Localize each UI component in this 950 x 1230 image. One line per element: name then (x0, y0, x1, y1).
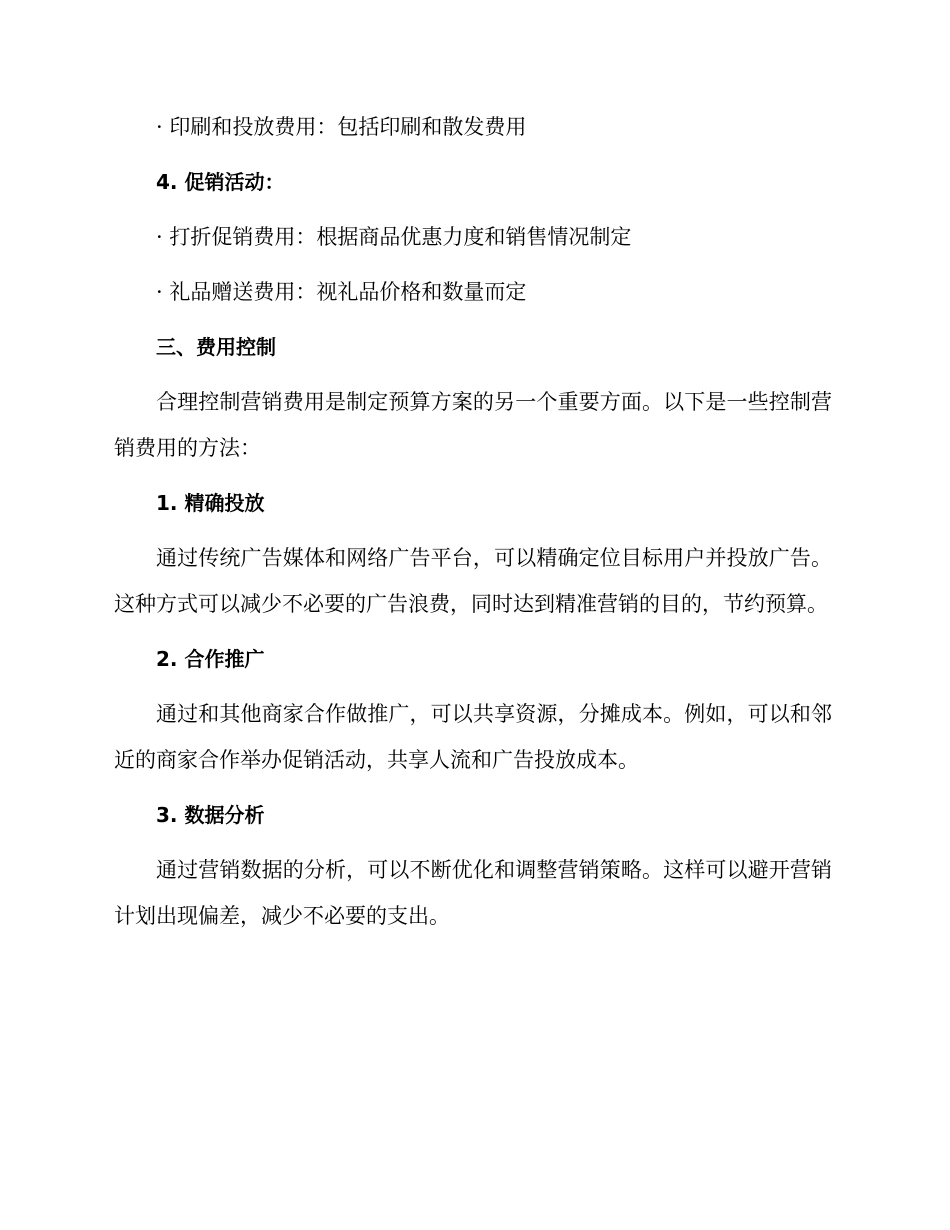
para-data-analysis: 通过营销数据的分析，可以不断优化和调整营销策略。这样可以避开营销计划出现偏差，减少不必要的支出。 (114, 858, 832, 928)
para-cost-control-intro: 合理控制营销费用是制定预算方案的另一个重要方面。以下是一些控制营销费用的方法： (114, 390, 832, 460)
para-cooperative-promotion: 通过和其他商家合作做推广，可以共享资源，分摊成本。例如，可以和邻近的商家合作举办促销活动，共享人流和广告投放成本。 (114, 702, 832, 772)
bullet-printing-distribution: · 印刷和投放费用：包括印刷和散发费用 (156, 115, 527, 139)
heading-cost-control: 三、费用控制 (156, 335, 276, 359)
heading-precise-placement: 1. 精确投放 (156, 491, 265, 515)
heading-promotion-activities: 4. 促销活动： (156, 170, 285, 194)
bullet-gift-giving: · 礼品赠送费用：视礼品价格和数量而定 (156, 280, 527, 304)
bullet-discount-promotion: · 打折促销费用：根据商品优惠力度和销售情况制定 (156, 225, 632, 249)
document-content (114, 104, 832, 948)
para-precise-placement: 通过传统广告媒体和网络广告平台，可以精确定位目标用户并投放广告。这种方式可以减少不必要的广告浪费，同时达到精准营销的目的，节约预算。 (114, 546, 832, 616)
heading-cooperative-promotion: 2. 合作推广 (156, 647, 265, 671)
heading-data-analysis: 3. 数据分析 (156, 803, 265, 827)
